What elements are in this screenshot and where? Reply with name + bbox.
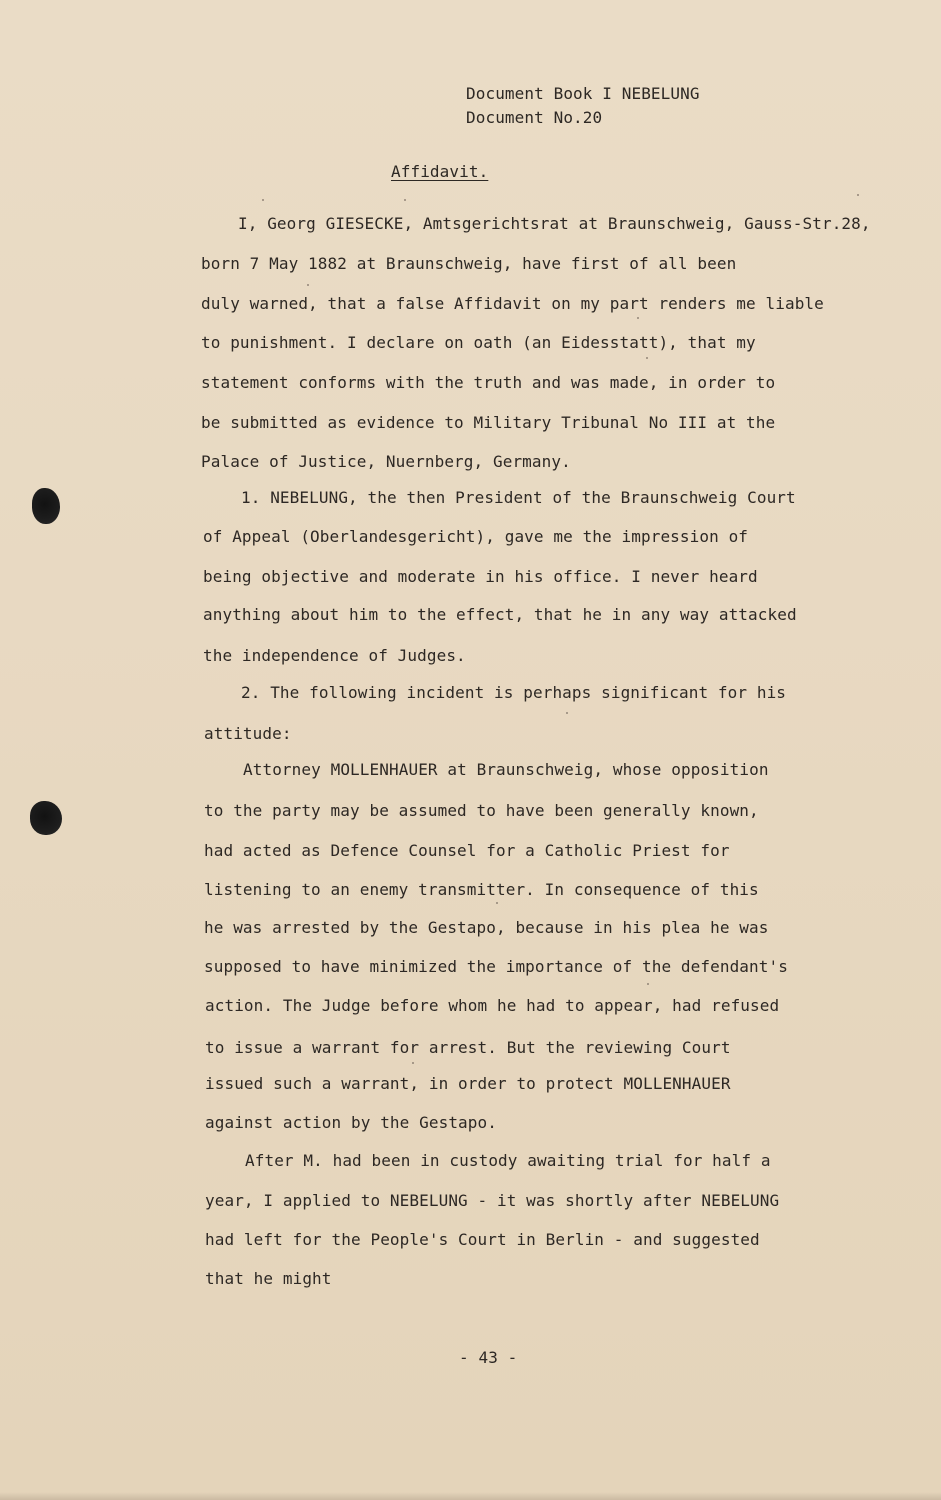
body-line: year, I applied to NEBELUNG - it was shortly after NEBELUNG <box>205 1191 780 1210</box>
document-book-label: Document Book I NEBELUNG <box>466 84 700 103</box>
body-line: 2. The following incident is perhaps significant for his <box>241 683 787 702</box>
binder-hole-top <box>32 488 60 524</box>
body-line: I, Georg GIESECKE, Amtsgerichtsrat at Braunschweig, Gauss-Str.28, <box>238 214 871 233</box>
body-line: be submitted as evidence to Military Tribunal No III at the <box>201 413 776 432</box>
body-line: 1. NEBELUNG, the then President of the Braunschweig Court <box>241 488 796 507</box>
paper-speck <box>647 983 649 985</box>
body-line: against action by the Gestapo. <box>205 1113 497 1132</box>
body-line: to the party may be assumed to have been generally known, <box>204 801 759 820</box>
body-line: action. The Judge before whom he had to appear, had refused <box>205 996 780 1015</box>
body-line: that he might <box>205 1269 332 1288</box>
body-line: to issue a warrant for arrest. But the reviewing Court <box>205 1038 731 1057</box>
affidavit-heading: Affidavit. <box>391 162 489 181</box>
paper-speck <box>637 317 639 319</box>
paper-speck <box>307 284 309 286</box>
body-line: he was arrested by the Gestapo, because in his plea he was <box>204 918 769 937</box>
paper-speck <box>412 1062 414 1064</box>
paper-speck <box>857 194 859 196</box>
body-line: After M. had been in custody awaiting trial for half a <box>245 1151 771 1170</box>
body-line: Palace of Justice, Nuernberg, Germany. <box>201 452 571 471</box>
paper-speck <box>646 357 648 359</box>
body-line: statement conforms with the truth and was made, in order to <box>201 373 776 392</box>
body-line: duly warned, that a false Affidavit on my part renders me liable <box>201 294 824 313</box>
body-line: being objective and moderate in his office. I never heard <box>203 567 758 586</box>
body-line: had acted as Defence Counsel for a Catholic Priest for <box>204 841 730 860</box>
body-line: born 7 May 1882 at Braunschweig, have first of all been <box>201 254 737 273</box>
bottom-edge-shadow <box>0 1492 941 1500</box>
body-line: Attorney MOLLENHAUER at Braunschweig, whose opposition <box>243 760 769 779</box>
body-line: had left for the People's Court in Berlin - and suggested <box>205 1230 760 1249</box>
paper-speck <box>566 712 568 714</box>
document-number-label: Document No.20 <box>466 108 603 127</box>
body-line: listening to an enemy transmitter. In consequence of this <box>204 880 759 899</box>
paper-speck <box>496 902 498 904</box>
body-line: to punishment. I declare on oath (an Eidesstatt), that my <box>201 333 756 352</box>
binder-hole-bottom <box>30 801 62 835</box>
paper-speck <box>404 199 406 201</box>
body-line: the independence of Judges. <box>203 646 466 665</box>
body-line: attitude: <box>204 724 292 743</box>
body-line: issued such a warrant, in order to protect MOLLENHAUER <box>205 1074 731 1093</box>
body-line: supposed to have minimized the importance of the defendant's <box>204 957 788 976</box>
body-line: anything about him to the effect, that he in any way attacked <box>203 605 797 624</box>
body-line: of Appeal (Oberlandesgericht), gave me the impression of <box>203 527 749 546</box>
paper-speck <box>262 199 264 201</box>
page-number: - 43 - <box>459 1348 518 1367</box>
